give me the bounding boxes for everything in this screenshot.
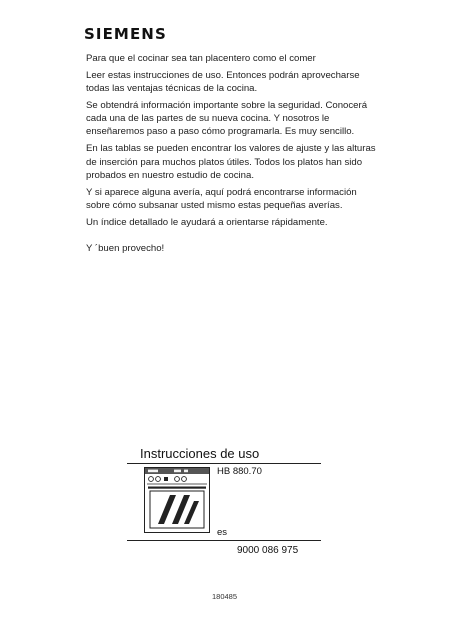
divider-bottom xyxy=(127,540,321,541)
closing-line: Y ´buen provecho! xyxy=(86,243,165,255)
intro-text xyxy=(86,52,376,259)
document-title: Instrucciones de uso xyxy=(140,446,260,461)
part-number: 9000 086 975 xyxy=(237,545,299,556)
intro-paragraph-6: Un índice detallado le ayudará a orientarse rápidamente. xyxy=(86,216,328,228)
intro-paragraph-2: Leer estas instrucciones de uso. Entonces podrán aprovecharse todas las ventajas técnicas de la cocina. xyxy=(86,69,360,95)
intro-paragraph-3: Se obtendrá información importante sobre la seguridad. Conocerá cada una de las partes de su nueva cocina. Y nosotros le enseñaremos paso a paso cómo programarla. Es muy sencillo. xyxy=(86,99,368,138)
intro-paragraph-1: Para que el cocinar sea tan placentero como el comer xyxy=(86,53,316,64)
model-number: HB 880.70 xyxy=(217,466,262,477)
divider-top xyxy=(127,463,321,464)
oven-icon xyxy=(144,467,210,533)
language-code: es xyxy=(217,527,228,538)
intro-paragraph-5: Y si aparece alguna avería, aquí podrá encontrarse información sobre cómo subsanar usted mismo estas pequeñas averías. xyxy=(86,186,357,211)
print-code: 180485 xyxy=(212,592,238,601)
siemens-logo: SIEMENS xyxy=(84,25,167,43)
intro-paragraph-4: En las tablas se pueden encontrar los valores de ajuste y las alturas de inserción para muchos platos útiles. Todos los platos han sido probados en nuestro estudio de cocina. xyxy=(86,143,376,181)
